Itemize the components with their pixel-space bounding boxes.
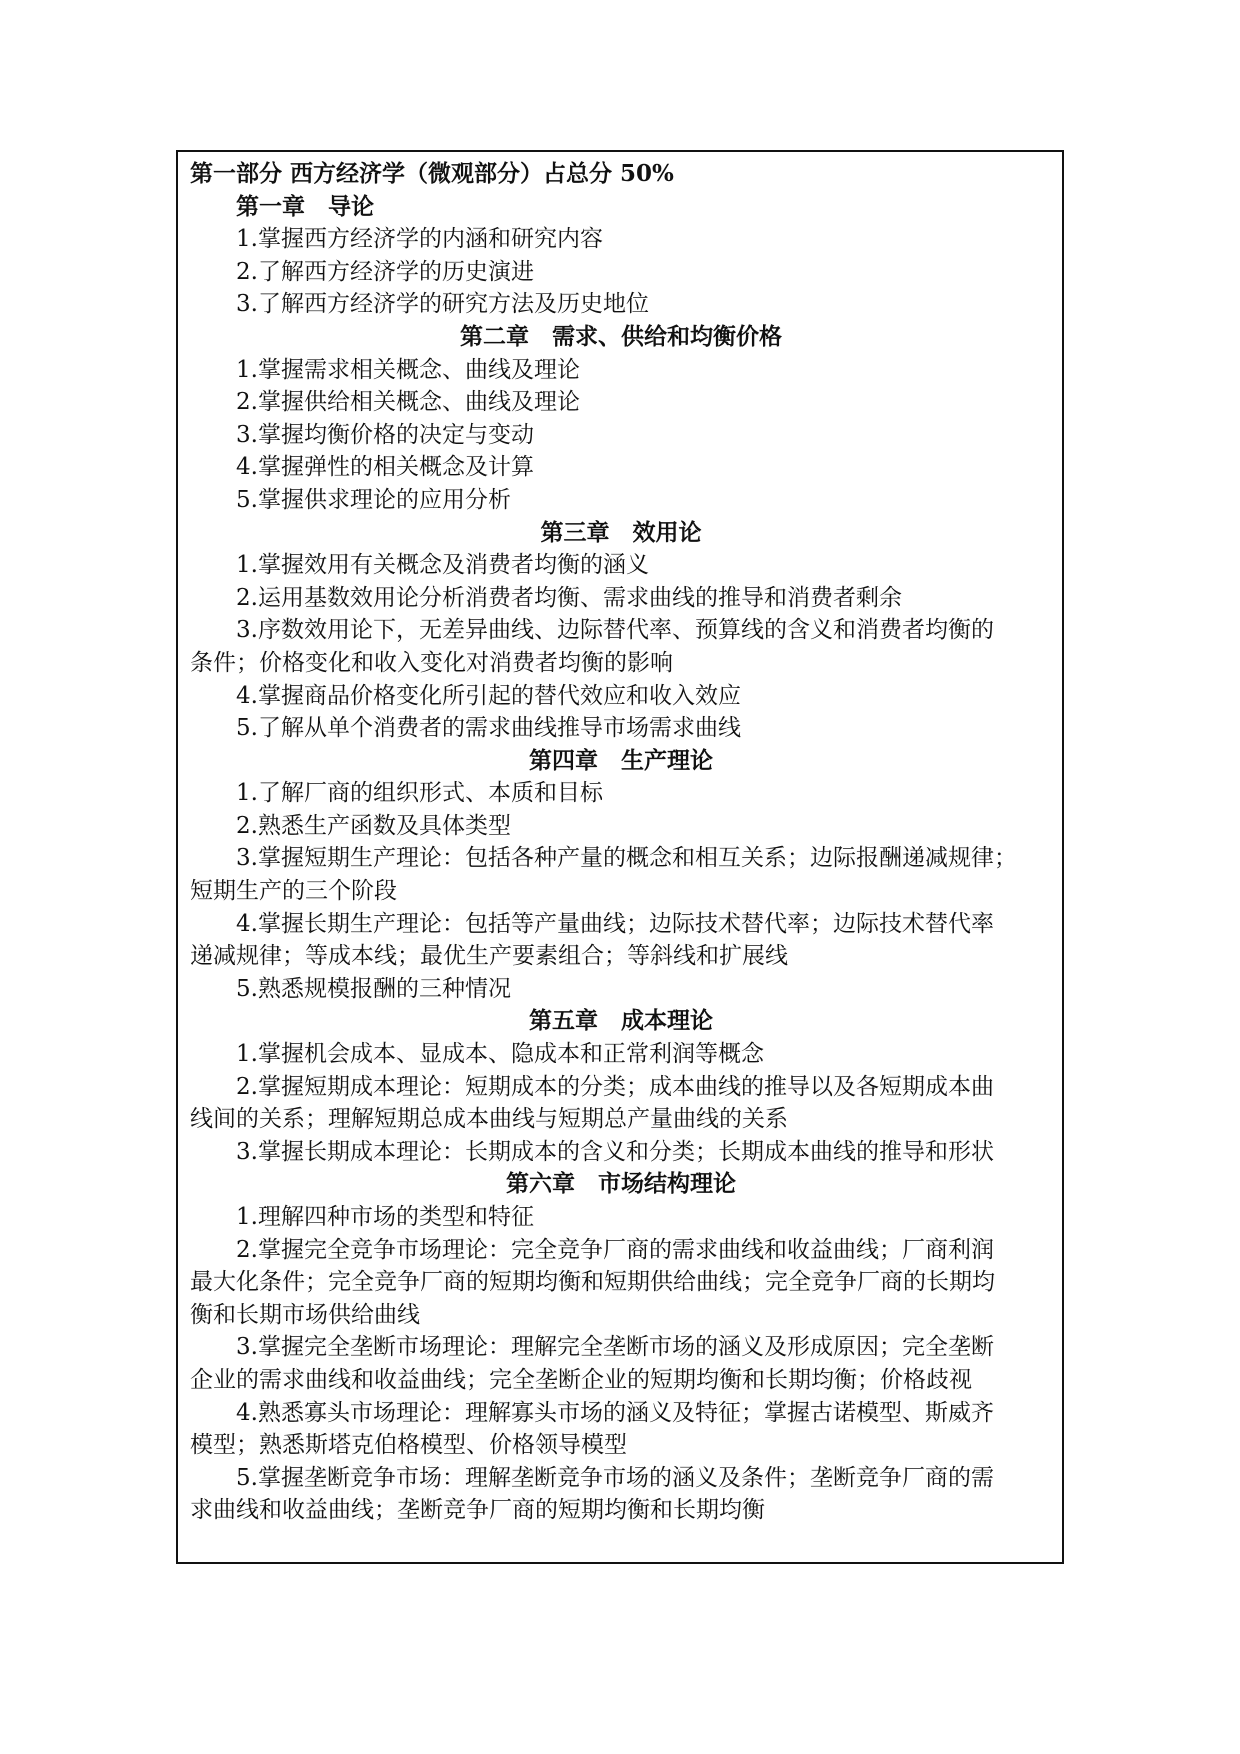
list-item: 5.掌握垄断竞争市场：理解垄断竞争市场的涵义及条件；垄断竞争厂商的需 (236, 1464, 994, 1491)
list-item-continuation: 条件；价格变化和收入变化对消费者均衡的影响 (190, 649, 673, 676)
list-item: 2.运用基数效用论分析消费者均衡、需求曲线的推导和消费者剩余 (236, 584, 902, 611)
list-item: 3.掌握均衡价格的决定与变动 (236, 421, 534, 448)
chapter-title: 第四章 生产理论 (529, 746, 713, 774)
list-item-continuation: 最大化条件；完全竞争厂商的短期均衡和短期供给曲线；完全竞争厂商的长期均 (190, 1269, 995, 1296)
chapter-title: 第六章 市场结构理论 (506, 1170, 736, 1198)
list-item-continuation: 模型；熟悉斯塔克伯格模型、价格领导模型 (190, 1432, 627, 1459)
list-item: 3.掌握短期生产理论：包括各种产量的概念和相互关系；边际报酬递减规律； (236, 845, 1017, 872)
list-item: 5.掌握供求理论的应用分析 (236, 486, 511, 513)
list-item-continuation: 求曲线和收益曲线；垄断竞争厂商的短期均衡和长期均衡 (190, 1497, 765, 1524)
syllabus-frame (176, 150, 1064, 1564)
chapter-title: 第一章 导论 (236, 192, 374, 220)
list-item: 2.了解西方经济学的历史演进 (236, 258, 534, 285)
list-item: 1.掌握效用有关概念及消费者均衡的涵义 (236, 552, 649, 579)
list-item: 1.掌握机会成本、显成本、隐成本和正常利润等概念 (236, 1041, 764, 1068)
list-item: 1.了解厂商的组织形式、本质和目标 (236, 780, 603, 807)
chapter-title: 第五章 成本理论 (529, 1007, 713, 1035)
list-item: 5.了解从单个消费者的需求曲线推导市场需求曲线 (236, 715, 741, 742)
list-item: 3.掌握完全垄断市场理论：理解完全垄断市场的涵义及形成原因；完全垄断 (236, 1334, 994, 1361)
list-item: 5.熟悉规模报酬的三种情况 (236, 975, 511, 1002)
list-item: 2.熟悉生产函数及具体类型 (236, 812, 511, 839)
list-item: 1.掌握西方经济学的内涵和研究内容 (236, 226, 603, 253)
list-item: 4.掌握长期生产理论：包括等产量曲线；边际技术替代率；边际技术替代率 (236, 910, 994, 937)
part-title: 第一部分 西方经济学（微观部分）占总分 50% (190, 160, 674, 187)
list-item: 3.掌握长期成本理论：长期成本的含义和分类；长期成本曲线的推导和形状 (236, 1138, 994, 1165)
list-item: 1.理解四种市场的类型和特征 (236, 1204, 534, 1230)
list-item-continuation: 短期生产的三个阶段 (190, 878, 397, 905)
list-item-continuation: 企业的需求曲线和收益曲线；完全垄断企业的短期均衡和长期均衡；价格歧视 (190, 1366, 972, 1393)
chapter-title: 第二章 需求、供给和均衡价格 (460, 322, 782, 350)
list-item-continuation: 线间的关系；理解短期总成本曲线与短期总产量曲线的关系 (190, 1106, 788, 1133)
list-item-continuation: 衡和长期市场供给曲线 (190, 1301, 420, 1328)
list-item: 2.掌握短期成本理论：短期成本的分类；成本曲线的推导以及各短期成本曲 (236, 1073, 994, 1100)
list-item: 3.序数效用论下，无差异曲线、边际替代率、预算线的含义和消费者均衡的 (236, 617, 994, 644)
list-item: 2.掌握完全竞争市场理论：完全竞争厂商的需求曲线和收益曲线；厂商利润 (236, 1236, 994, 1263)
list-item: 3.了解西方经济学的研究方法及历史地位 (236, 291, 649, 318)
list-item: 4.熟悉寡头市场理论：理解寡头市场的涵义及特征；掌握古诺模型、斯威齐 (236, 1399, 994, 1426)
list-item: 2.掌握供给相关概念、曲线及理论 (236, 389, 580, 416)
list-item-continuation: 递减规律；等成本线；最优生产要素组合；等斜线和扩展线 (190, 943, 788, 970)
list-item: 4.掌握弹性的相关概念及计算 (236, 454, 534, 481)
chapter-title: 第三章 效用论 (540, 518, 702, 546)
list-item: 4.掌握商品价格变化所引起的替代效应和收入效应 (236, 682, 741, 709)
list-item: 1.掌握需求相关概念、曲线及理论 (236, 356, 580, 383)
